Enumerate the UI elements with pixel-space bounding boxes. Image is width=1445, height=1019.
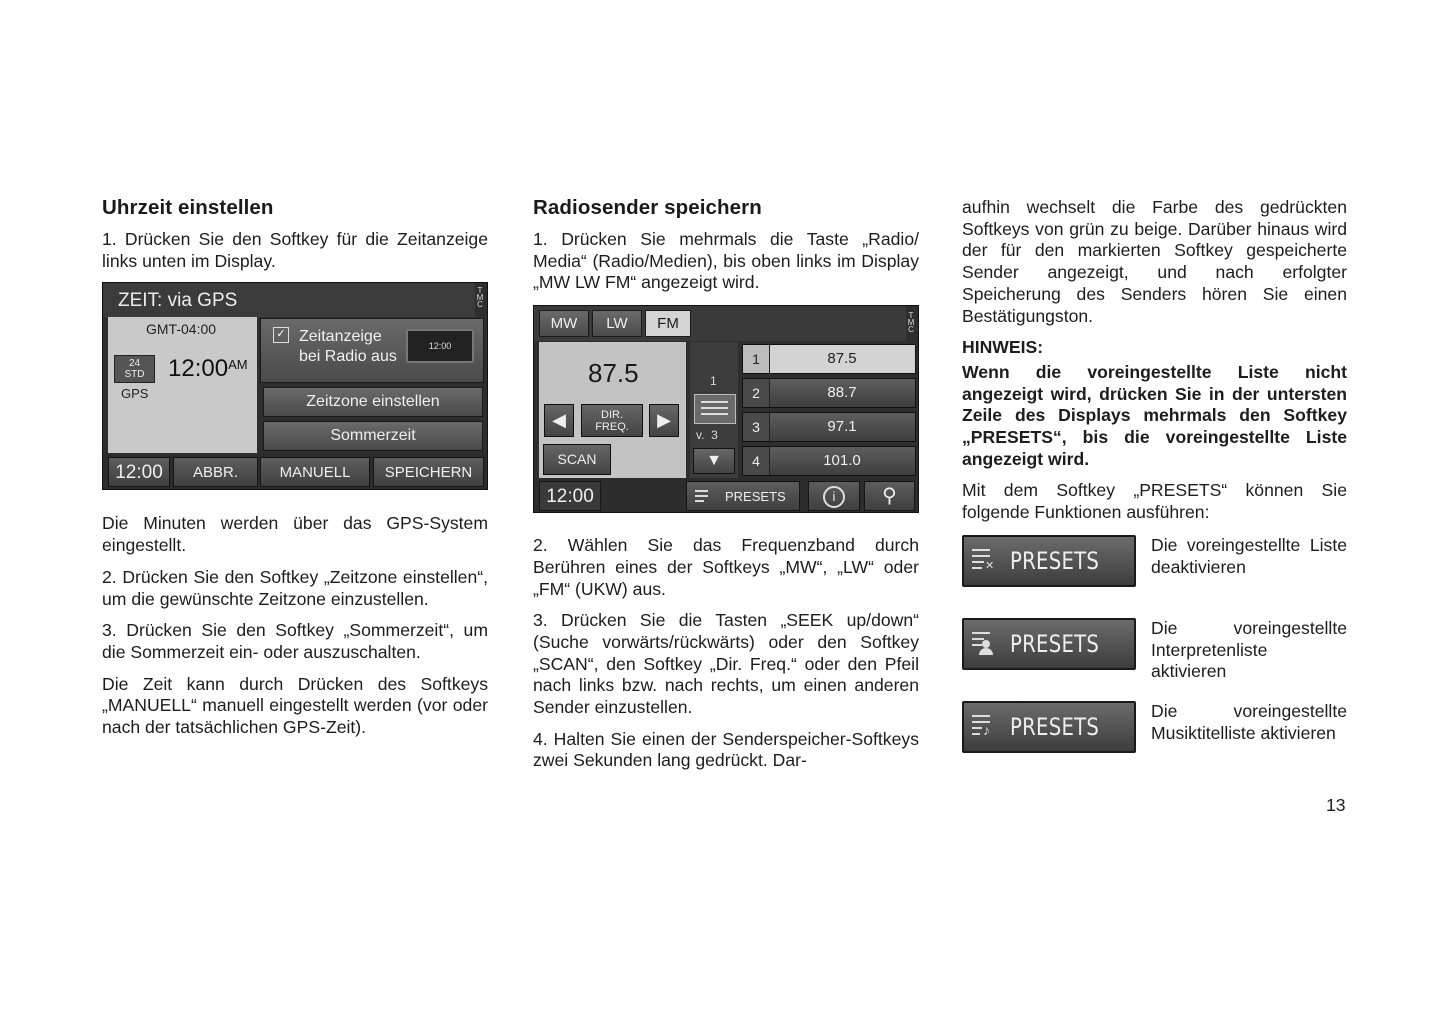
page-number: 13 (1326, 795, 1346, 815)
frequency-panel (539, 342, 686, 478)
list-icon (695, 489, 709, 503)
search-icon: ⚲ (882, 485, 897, 508)
current-frequency: 87.5 (588, 358, 639, 389)
artist-list-icon (972, 632, 992, 656)
clock-softkey[interactable]: 12:00 (108, 457, 170, 487)
presets-list-off-button[interactable]: ✕ PRESETS (962, 535, 1136, 587)
search-button[interactable] (864, 481, 915, 511)
band-tabs (534, 306, 906, 341)
preset-button[interactable]: 2 88.7 (742, 378, 916, 408)
tab-fm[interactable]: FM (645, 310, 691, 337)
paragraph: Mit dem Softkey „PRESETS“ können Sie folgende Funktionen ausführen: (962, 480, 1347, 523)
paragraph: aufhin wechselt die Farbe des gedrückten Softkeys von grün zu beige. Darüber hinaus wird der für den markierten Softkey gespeicherte Sender angezeigt, und nach erfolgter Speicherung des Senders hören Sie einen Bestätigungston. (962, 197, 1347, 326)
scroll-down-button[interactable]: ▼ (693, 448, 735, 474)
screen-title-bar (103, 283, 475, 317)
radio-screen (533, 305, 919, 513)
scan-button[interactable]: SCAN (543, 444, 611, 475)
tmc-indicator: T M C (476, 286, 484, 310)
paragraph: Die Zeit kann durch Drücken des Softkeys „MANUELL“ manuell eingestellt werden (vor oder nach der tatsächlichen GPS-Zeit). (102, 673, 488, 738)
column-2 (533, 196, 919, 782)
preset-page-total: v. 3 (696, 428, 718, 443)
note-label: HINWEIS: (962, 337, 1044, 358)
paragraph: 2. Wählen Sie das Frequenzband durch Berühren eines der Softkeys „MW“, „LW“ oder „FM“ (UKW) aus. (533, 535, 919, 599)
preset-button[interactable]: 4 101.0 (742, 446, 916, 476)
speichern-button[interactable]: SPEICHERN (373, 457, 484, 487)
24h-format-button[interactable]: 24 STD (114, 355, 155, 383)
presets-row (962, 701, 1347, 784)
heading-radiosender: Radiosender speichern (533, 196, 762, 219)
presets-track-button[interactable]: ♪ PRESETS (962, 701, 1136, 753)
paragraph: 2. Drücken Sie den Softkey „Zeitzone einstellen“, um die gewünschte Zeitzone einzustellen. (102, 566, 488, 609)
info-button[interactable] (808, 481, 860, 511)
presets-row (962, 618, 1347, 701)
preset-button[interactable]: 3 97.1 (742, 412, 916, 442)
paragraph: 1. Drücken Sie den Softkey für die Zeitanzeige links unten im Display. (102, 229, 488, 271)
preset-description: Die voreingestellte Liste deaktivieren (1151, 534, 1347, 577)
presets-artist-button[interactable]: PRESETS (962, 618, 1136, 670)
tune-right-button[interactable]: ▶ (649, 404, 679, 437)
time-panel (108, 317, 257, 453)
daylight-saving-button[interactable]: Sommerzeit (263, 421, 483, 451)
preset-page-number: 1 (710, 374, 717, 389)
info-icon: i (823, 486, 845, 508)
track-list-icon: ♪ (972, 715, 992, 739)
preset-button[interactable]: 1 87.5 (742, 344, 916, 374)
tmc-indicator: T M C (907, 311, 915, 335)
checkbox-icon: ✓ (273, 327, 289, 343)
preset-description: Die voreingestellte Musiktitelliste aktivieren (1151, 700, 1347, 743)
abbr-button[interactable]: ABBR. (173, 457, 258, 487)
clock-icon: 12:00 (406, 329, 474, 363)
column-1 (102, 196, 488, 749)
dir-freq-button[interactable]: DIR. FREQ. (581, 404, 643, 437)
column-3 (962, 197, 1347, 784)
list-icon (694, 394, 736, 424)
tab-lw[interactable]: LW (592, 310, 642, 337)
paragraph: 1. Drücken Sie mehrmals die Taste „Radio/ Media“ (Radio/Medien), bis oben links im Display „MW LW FM“ angezeigt wird. (533, 229, 919, 293)
preset-page-panel (690, 342, 738, 478)
current-time: $12:00^{AM}$ (168, 355, 248, 383)
screen-bottom-bar (534, 478, 919, 513)
timezone-button[interactable]: Zeitzone einstellen (263, 387, 483, 417)
paragraph: 3. Drücken Sie die Tasten „SEEK up/down“ (Suche vorwärts/rückwärts) oder den Softkey „SCAN“, den Softkey „Dir. Freq.“ oder den Pfeil nach links bzw. nach rechts, um einen anderen Sender einzustellen. (533, 610, 919, 718)
time-display-radio-off-toggle[interactable] (260, 318, 484, 383)
paragraph: 3. Drücken Sie den Softkey „Sommerzeit“, um die Sommerzeit ein- oder auszuschalten. (102, 620, 488, 662)
tab-mw[interactable]: MW (539, 310, 589, 337)
presets-button[interactable]: PRESETS (686, 481, 800, 511)
tune-left-button[interactable]: ◀ (544, 404, 574, 437)
clock-settings-screen (102, 282, 488, 490)
clock-softkey[interactable]: 12:00 (539, 481, 601, 511)
screen-title: ZEIT: via GPS (118, 290, 238, 312)
list-off-icon: ✕ (972, 549, 992, 573)
heading-uhrzeit: Uhrzeit einstellen (102, 196, 274, 219)
screen-bottom-bar (103, 454, 488, 490)
manuell-button[interactable]: MANUELL (260, 457, 370, 487)
paragraph: Die Minuten werden über das GPS-System eingestellt. (102, 513, 488, 556)
gmt-offset: GMT-04:00 (146, 321, 217, 338)
presets-row (962, 535, 1347, 618)
toggle-label: Zeitanzeige bei Radio aus (299, 328, 397, 366)
paragraph: 4. Halten Sie einen der Senderspeicher-Softkeys zwei Sekunden lang gedrückt. Dar- (533, 728, 919, 771)
preset-description: Die voreingestellte Interpretenliste aktivieren (1151, 617, 1347, 682)
gps-label: GPS (121, 386, 149, 402)
note-text: Wenn die voreingestellte Liste nicht angezeigt wird, drücken Sie in der untersten Zeile des Displays mehrmals den Softkey „PRESETS“, bis die voreingestellte Liste angezeigt wird. (962, 361, 1347, 469)
